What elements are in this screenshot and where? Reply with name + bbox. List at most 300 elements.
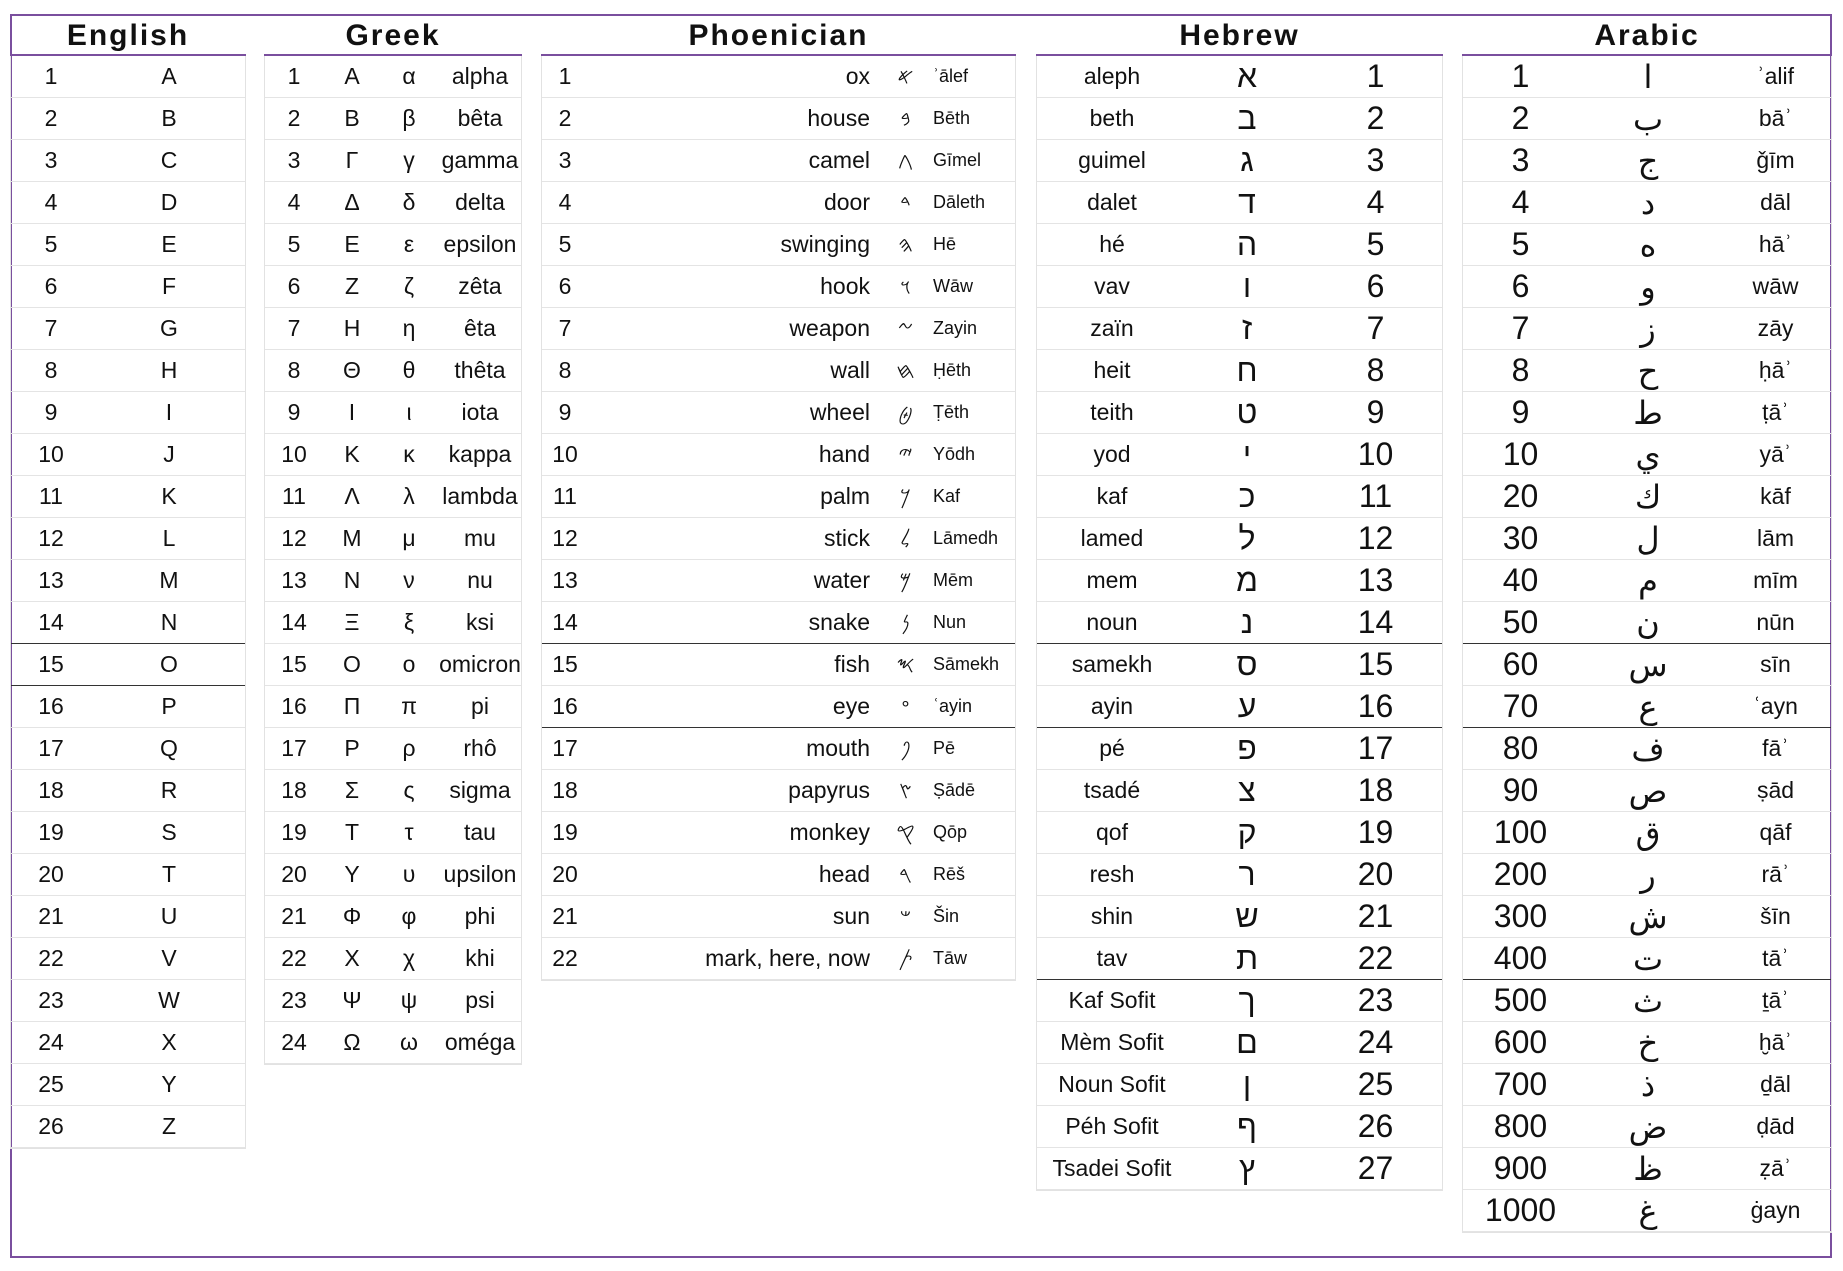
phoenician-cell-3: Yōdh [933, 444, 976, 464]
phoenician-cell-1: weapon [789, 315, 870, 341]
english-row [11, 182, 245, 224]
greek-cell-3: nu [467, 567, 493, 593]
english-row [11, 518, 245, 560]
phoenician-row [542, 770, 1015, 812]
greek-cell-0: 20 [281, 861, 307, 887]
phoenician-cell-2: 𐤈 [898, 399, 913, 425]
english-cell-0: 14 [38, 609, 64, 635]
greek-row [265, 434, 521, 476]
arabic-row [1463, 686, 1831, 728]
english-column [10, 16, 246, 1149]
english-cell-1: A [161, 63, 177, 89]
greek-row [265, 266, 521, 308]
english-row [11, 1064, 245, 1106]
greek-cell-1: Τ [344, 819, 360, 845]
arabic-cell-1: ك [1634, 478, 1662, 515]
phoenician-cell-1: water [813, 567, 870, 593]
hebrew-row [1037, 1064, 1442, 1106]
arabic-cell-2: wāw [1752, 273, 1799, 299]
phoenician-cell-0: 3 [558, 147, 572, 173]
hebrew-cell-0: noun [1086, 609, 1138, 635]
arabic-cell-0: 400 [1493, 940, 1548, 976]
hebrew-cell-0: samekh [1071, 651, 1153, 677]
english-row [11, 140, 245, 182]
greek-cell-0: 5 [287, 231, 301, 257]
hebrew-cell-0: mem [1086, 567, 1138, 593]
greek-cell-0: 9 [287, 399, 301, 425]
arabic-cell-1: خ [1637, 1024, 1659, 1061]
arabic-cell-2: ḥāʾ [1758, 357, 1793, 383]
greek-cell-3: gamma [441, 147, 519, 173]
greek-cell-1: Κ [344, 441, 360, 467]
greek-cell-3: delta [455, 189, 505, 215]
greek-cell-2: η [402, 315, 416, 341]
arabic-cell-0: 5 [1511, 226, 1530, 262]
hebrew-row [1037, 140, 1442, 182]
arabic-row [1463, 560, 1831, 602]
arabic-cell-1: ع [1638, 688, 1658, 725]
phoenician-row [542, 182, 1015, 224]
greek-cell-1: Η [343, 315, 361, 341]
greek-cell-2: ρ [402, 735, 416, 761]
greek-cell-1: Δ [344, 189, 360, 215]
greek-cell-3: lambda [442, 483, 518, 509]
english-row [11, 1106, 245, 1148]
english-cell-1: H [160, 357, 178, 383]
arabic-cell-2: fāʾ [1762, 735, 1789, 761]
english-row [11, 812, 245, 854]
greek-cell-0: 24 [281, 1029, 307, 1055]
hebrew-row [1037, 602, 1442, 644]
phoenician-cell-2: 𐤎 [896, 651, 915, 677]
greek-row [265, 938, 521, 980]
hebrew-cell-1: ף [1237, 1108, 1257, 1144]
hebrew-column [1036, 16, 1443, 1191]
phoenician-cell-2: 𐤍 [901, 609, 910, 635]
phoenician-cell-2: 𐤔 [899, 903, 912, 929]
greek-cell-0: 17 [281, 735, 307, 761]
phoenician-cell-2: 𐤉 [898, 441, 913, 467]
greek-row [265, 686, 521, 728]
english-row [11, 224, 245, 266]
greek-cell-3: sigma [449, 777, 511, 803]
arabic-cell-0: 1000 [1484, 1192, 1557, 1228]
english-cell-0: 2 [44, 105, 58, 131]
arabic-row [1463, 1064, 1831, 1106]
greek-row [265, 518, 521, 560]
phoenician-cell-0: 19 [552, 819, 578, 845]
hebrew-cell-0: aleph [1083, 63, 1141, 89]
arabic-row [1463, 434, 1831, 476]
arabic-cell-0: 3 [1511, 142, 1530, 178]
hebrew-cell-0: vav [1094, 273, 1130, 299]
greek-cell-0: 8 [287, 357, 301, 383]
greek-cell-2: ζ [403, 273, 415, 299]
phoenician-cell-3: Wāw [933, 276, 973, 296]
phoenician-cell-3: Ṭēth [933, 402, 970, 422]
arabic-row [1463, 980, 1831, 1022]
arabic-cell-2: bāʾ [1758, 105, 1793, 131]
arabic-row [1463, 770, 1831, 812]
hebrew-cell-0: lamed [1080, 525, 1144, 551]
greek-cell-2: υ [402, 861, 416, 887]
phoenician-row [542, 308, 1015, 350]
english-cell-1: D [160, 189, 178, 215]
phoenician-cell-3: Rēš [933, 864, 966, 884]
greek-row [265, 770, 521, 812]
english-row [11, 770, 245, 812]
phoenician-cell-0: 13 [552, 567, 578, 593]
hebrew-cell-0: dalet [1087, 189, 1137, 215]
phoenician-cell-1: hand [818, 441, 870, 467]
hebrew-row [1037, 266, 1442, 308]
greek-cell-2: ο [402, 651, 416, 677]
english-row [11, 392, 245, 434]
hebrew-cell-1: ל [1238, 520, 1256, 556]
phoenician-row [542, 812, 1015, 854]
phoenician-cell-3: ʿayin [933, 696, 973, 716]
arabic-cell-2: nūn [1756, 609, 1795, 635]
phoenician-cell-3: Zayin [933, 318, 978, 338]
hebrew-cell-1: ח [1236, 352, 1258, 388]
arabic-cell-1: ل [1636, 520, 1660, 557]
arabic-cell-0: 30 [1502, 520, 1539, 556]
hebrew-cell-1: פ [1237, 730, 1257, 766]
hebrew-row [1037, 728, 1442, 770]
phoenician-row [542, 56, 1015, 98]
hebrew-cell-2: 6 [1366, 268, 1385, 304]
english-row [11, 644, 245, 686]
hebrew-cell-2: 14 [1357, 604, 1394, 640]
greek-row [265, 476, 521, 518]
english-cell-0: 15 [38, 651, 64, 677]
greek-cell-3: mu [464, 525, 496, 551]
phoenician-cell-1: door [823, 189, 870, 215]
english-row [11, 1022, 245, 1064]
arabic-cell-2: ǧīm [1756, 147, 1795, 173]
phoenician-cell-2: 𐤓 [898, 861, 913, 887]
greek-row [265, 896, 521, 938]
phoenician-row [542, 266, 1015, 308]
english-row [11, 938, 245, 980]
hebrew-cell-1: ב [1237, 100, 1257, 136]
arabic-cell-1: غ [1638, 1192, 1658, 1229]
english-cell-1: O [160, 651, 178, 677]
arabic-cell-1: ض [1628, 1108, 1668, 1145]
english-row [11, 728, 245, 770]
greek-row [265, 56, 521, 98]
arabic-row [1463, 896, 1831, 938]
english-row [11, 980, 245, 1022]
arabic-cell-1: ش [1628, 898, 1668, 935]
hebrew-row [1037, 518, 1442, 560]
phoenician-row [542, 518, 1015, 560]
hebrew-cell-1: כ [1238, 478, 1256, 514]
greek-cell-2: γ [403, 147, 415, 173]
phoenician-row [542, 644, 1015, 686]
greek-cell-2: λ [403, 483, 415, 509]
phoenician-cell-3: Nun [933, 612, 967, 632]
english-cell-0: 11 [39, 483, 63, 509]
greek-cell-1: Ζ [344, 273, 360, 299]
arabic-cell-1: د [1640, 184, 1656, 221]
english-cell-1: X [161, 1029, 177, 1055]
english-row [11, 686, 245, 728]
phoenician-rows [541, 56, 1016, 981]
greek-cell-1: Π [343, 693, 361, 719]
hebrew-cell-2: 26 [1357, 1108, 1394, 1144]
arabic-cell-2: šīn [1760, 903, 1791, 929]
arabic-row [1463, 644, 1831, 686]
phoenician-cell-3: Pē [933, 738, 956, 758]
arabic-row [1463, 56, 1831, 98]
arabic-cell-2: ẓāʾ [1759, 1155, 1792, 1181]
greek-cell-1: Ρ [344, 735, 360, 761]
greek-cell-1: Ι [348, 399, 356, 425]
greek-cell-3: thêta [454, 357, 506, 383]
phoenician-cell-0: 11 [553, 483, 577, 509]
greek-cell-2: ν [403, 567, 415, 593]
hebrew-row [1037, 938, 1442, 980]
greek-cell-1: Β [344, 105, 360, 131]
hebrew-cell-0: teith [1090, 399, 1134, 425]
hebrew-row [1037, 980, 1442, 1022]
hebrew-cell-2: 5 [1366, 226, 1385, 262]
arabic-cell-1: ظ [1633, 1150, 1663, 1187]
phoenician-cell-2: 𐤁 [900, 105, 911, 131]
phoenician-cell-0: 12 [552, 525, 578, 551]
english-cell-0: 24 [38, 1029, 64, 1055]
hebrew-row [1037, 770, 1442, 812]
greek-row [265, 392, 521, 434]
phoenician-cell-2: 𐤆 [897, 315, 914, 341]
english-cell-0: 12 [38, 525, 64, 551]
hebrew-cell-1: מ [1236, 562, 1258, 598]
hebrew-row [1037, 1148, 1442, 1190]
greek-cell-0: 23 [281, 987, 307, 1013]
phoenician-row [542, 98, 1015, 140]
english-cell-1: V [161, 945, 177, 971]
english-row [11, 266, 245, 308]
phoenician-cell-0: 10 [552, 441, 578, 467]
greek-column [264, 16, 522, 1065]
phoenician-cell-3: Ḥēth [933, 360, 972, 380]
phoenician-cell-2: 𐤀 [897, 63, 914, 89]
phoenician-row [542, 434, 1015, 476]
greek-rows [264, 56, 522, 1065]
phoenician-cell-1: mark, here, now [705, 945, 870, 971]
arabic-cell-1: ج [1637, 142, 1659, 179]
phoenician-row [542, 896, 1015, 938]
hebrew-cell-2: 7 [1366, 310, 1385, 346]
hebrew-row [1037, 224, 1442, 266]
hebrew-row [1037, 896, 1442, 938]
greek-cell-3: kappa [448, 441, 512, 467]
greek-cell-3: oméga [444, 1029, 516, 1055]
english-cell-0: 23 [38, 987, 64, 1013]
arabic-row [1463, 812, 1831, 854]
arabic-cell-0: 9 [1511, 394, 1530, 430]
arabic-cell-0: 2 [1511, 100, 1530, 136]
hebrew-cell-2: 3 [1366, 142, 1385, 178]
phoenician-cell-1: fish [834, 651, 870, 677]
phoenician-row [542, 728, 1015, 770]
hebrew-cell-0: beth [1089, 105, 1135, 131]
hebrew-row [1037, 854, 1442, 896]
greek-cell-3: alpha [451, 63, 509, 89]
hebrew-cell-2: 27 [1357, 1150, 1394, 1186]
arabic-cell-1: ز [1640, 310, 1656, 347]
phoenician-cell-0: 7 [558, 315, 572, 341]
english-cell-1: C [160, 147, 178, 173]
arabic-cell-0: 10 [1502, 436, 1539, 472]
hebrew-cell-2: 12 [1357, 520, 1394, 556]
phoenician-cell-0: 17 [552, 735, 578, 761]
greek-cell-2: ς [403, 777, 415, 803]
greek-cell-1: Ψ [342, 987, 362, 1013]
greek-row [265, 854, 521, 896]
greek-cell-0: 15 [281, 651, 307, 677]
arabic-row [1463, 1106, 1831, 1148]
greek-cell-0: 12 [281, 525, 307, 551]
arabic-row [1463, 476, 1831, 518]
hebrew-cell-0: zaïn [1090, 315, 1134, 341]
arabic-cell-1: ط [1633, 394, 1663, 431]
phoenician-cell-1: wall [830, 357, 870, 383]
arabic-cell-0: 20 [1502, 478, 1539, 514]
hebrew-cell-1: צ [1238, 772, 1256, 808]
arabic-rows [1462, 56, 1832, 1233]
english-cell-0: 25 [38, 1071, 64, 1097]
hebrew-header: Hebrew [1036, 16, 1443, 56]
hebrew-cell-1: י [1242, 436, 1252, 472]
greek-cell-0: 4 [287, 189, 301, 215]
hebrew-cell-2: 9 [1366, 394, 1385, 430]
arabic-cell-0: 800 [1493, 1108, 1548, 1144]
english-cell-0: 10 [38, 441, 64, 467]
arabic-cell-2: mīm [1753, 567, 1798, 593]
arabic-cell-2: rāʾ [1761, 861, 1790, 887]
arabic-cell-2: dāl [1760, 189, 1791, 215]
greek-cell-1: Λ [344, 483, 360, 509]
hebrew-cell-0: tav [1096, 945, 1128, 971]
english-cell-1: E [161, 231, 177, 257]
arabic-row [1463, 938, 1831, 980]
phoenician-cell-1: hook [820, 273, 870, 299]
hebrew-cell-1: ע [1237, 688, 1257, 724]
phoenician-cell-1: ox [845, 63, 870, 89]
hebrew-cell-1: ה [1236, 226, 1258, 262]
phoenician-row [542, 224, 1015, 266]
arabic-row [1463, 1148, 1831, 1190]
english-cell-1: S [161, 819, 177, 845]
english-row [11, 350, 245, 392]
english-row [11, 602, 245, 644]
phoenician-cell-2: 𐤂 [897, 147, 914, 173]
phoenician-cell-0: 20 [552, 861, 578, 887]
greek-cell-3: rhô [463, 735, 497, 761]
hebrew-cell-1: ו [1242, 268, 1252, 304]
arabic-cell-1: ذ [1640, 1066, 1656, 1103]
hebrew-cell-2: 20 [1357, 856, 1394, 892]
phoenician-cell-1: palm [820, 483, 870, 509]
hebrew-cell-0: Kaf Sofit [1068, 987, 1156, 1013]
phoenician-cell-1: swinging [780, 231, 870, 257]
english-cell-1: Y [161, 1071, 177, 1097]
hebrew-cell-0: tsadé [1083, 777, 1141, 803]
english-header: English [10, 16, 246, 56]
phoenician-cell-2: 𐤒 [896, 819, 915, 845]
arabic-cell-0: 6 [1511, 268, 1530, 304]
arabic-row [1463, 854, 1831, 896]
greek-row [265, 1022, 521, 1064]
phoenician-cell-1: house [807, 105, 870, 131]
hebrew-row [1037, 476, 1442, 518]
hebrew-row [1037, 308, 1442, 350]
greek-cell-2: π [401, 693, 417, 719]
arabic-cell-0: 200 [1493, 856, 1548, 892]
greek-cell-0: 13 [281, 567, 307, 593]
english-cell-0: 1 [44, 63, 58, 89]
english-cell-0: 26 [38, 1113, 64, 1139]
greek-cell-2: κ [403, 441, 415, 467]
greek-row [265, 644, 521, 686]
greek-cell-1: Θ [343, 357, 361, 383]
arabic-cell-0: 300 [1493, 898, 1548, 934]
english-cell-0: 17 [38, 735, 64, 761]
greek-cell-1: Ε [344, 231, 360, 257]
hebrew-cell-1: ן [1242, 1066, 1252, 1102]
english-cell-1: F [161, 273, 177, 299]
arabic-row [1463, 224, 1831, 266]
hebrew-row [1037, 182, 1442, 224]
phoenician-cell-0: 1 [558, 63, 572, 89]
arabic-cell-0: 80 [1502, 730, 1539, 766]
arabic-cell-1: م [1638, 562, 1658, 599]
english-cell-1: M [159, 567, 179, 593]
hebrew-cell-2: 15 [1357, 646, 1394, 682]
hebrew-cell-0: qof [1096, 819, 1128, 845]
hebrew-cell-1: ך [1238, 982, 1256, 1018]
hebrew-cell-2: 18 [1357, 772, 1394, 808]
phoenician-cell-0: 18 [552, 777, 578, 803]
greek-row [265, 98, 521, 140]
arabic-cell-2: ṭāʾ [1762, 399, 1789, 425]
greek-cell-0: 1 [287, 63, 301, 89]
arabic-cell-1: س [1628, 646, 1668, 683]
greek-cell-0: 3 [287, 147, 301, 173]
arabic-cell-0: 60 [1502, 646, 1539, 682]
greek-cell-1: Ο [343, 651, 361, 677]
greek-cell-3: upsilon [443, 861, 517, 887]
arabic-row [1463, 266, 1831, 308]
greek-cell-2: β [402, 105, 416, 131]
phoenician-cell-1: mouth [806, 735, 870, 761]
hebrew-cell-2: 17 [1357, 730, 1394, 766]
arabic-header: Arabic [1462, 16, 1832, 56]
hebrew-cell-1: נ [1240, 604, 1254, 640]
english-row [11, 56, 245, 98]
hebrew-cell-0: pé [1099, 735, 1125, 761]
arabic-row [1463, 518, 1831, 560]
phoenician-cell-1: eye [832, 693, 870, 719]
arabic-cell-0: 70 [1502, 688, 1539, 724]
hebrew-cell-2: 13 [1357, 562, 1394, 598]
hebrew-cell-2: 21 [1357, 898, 1394, 934]
phoenician-row [542, 602, 1015, 644]
greek-row [265, 980, 521, 1022]
hebrew-cell-2: 19 [1357, 814, 1394, 850]
